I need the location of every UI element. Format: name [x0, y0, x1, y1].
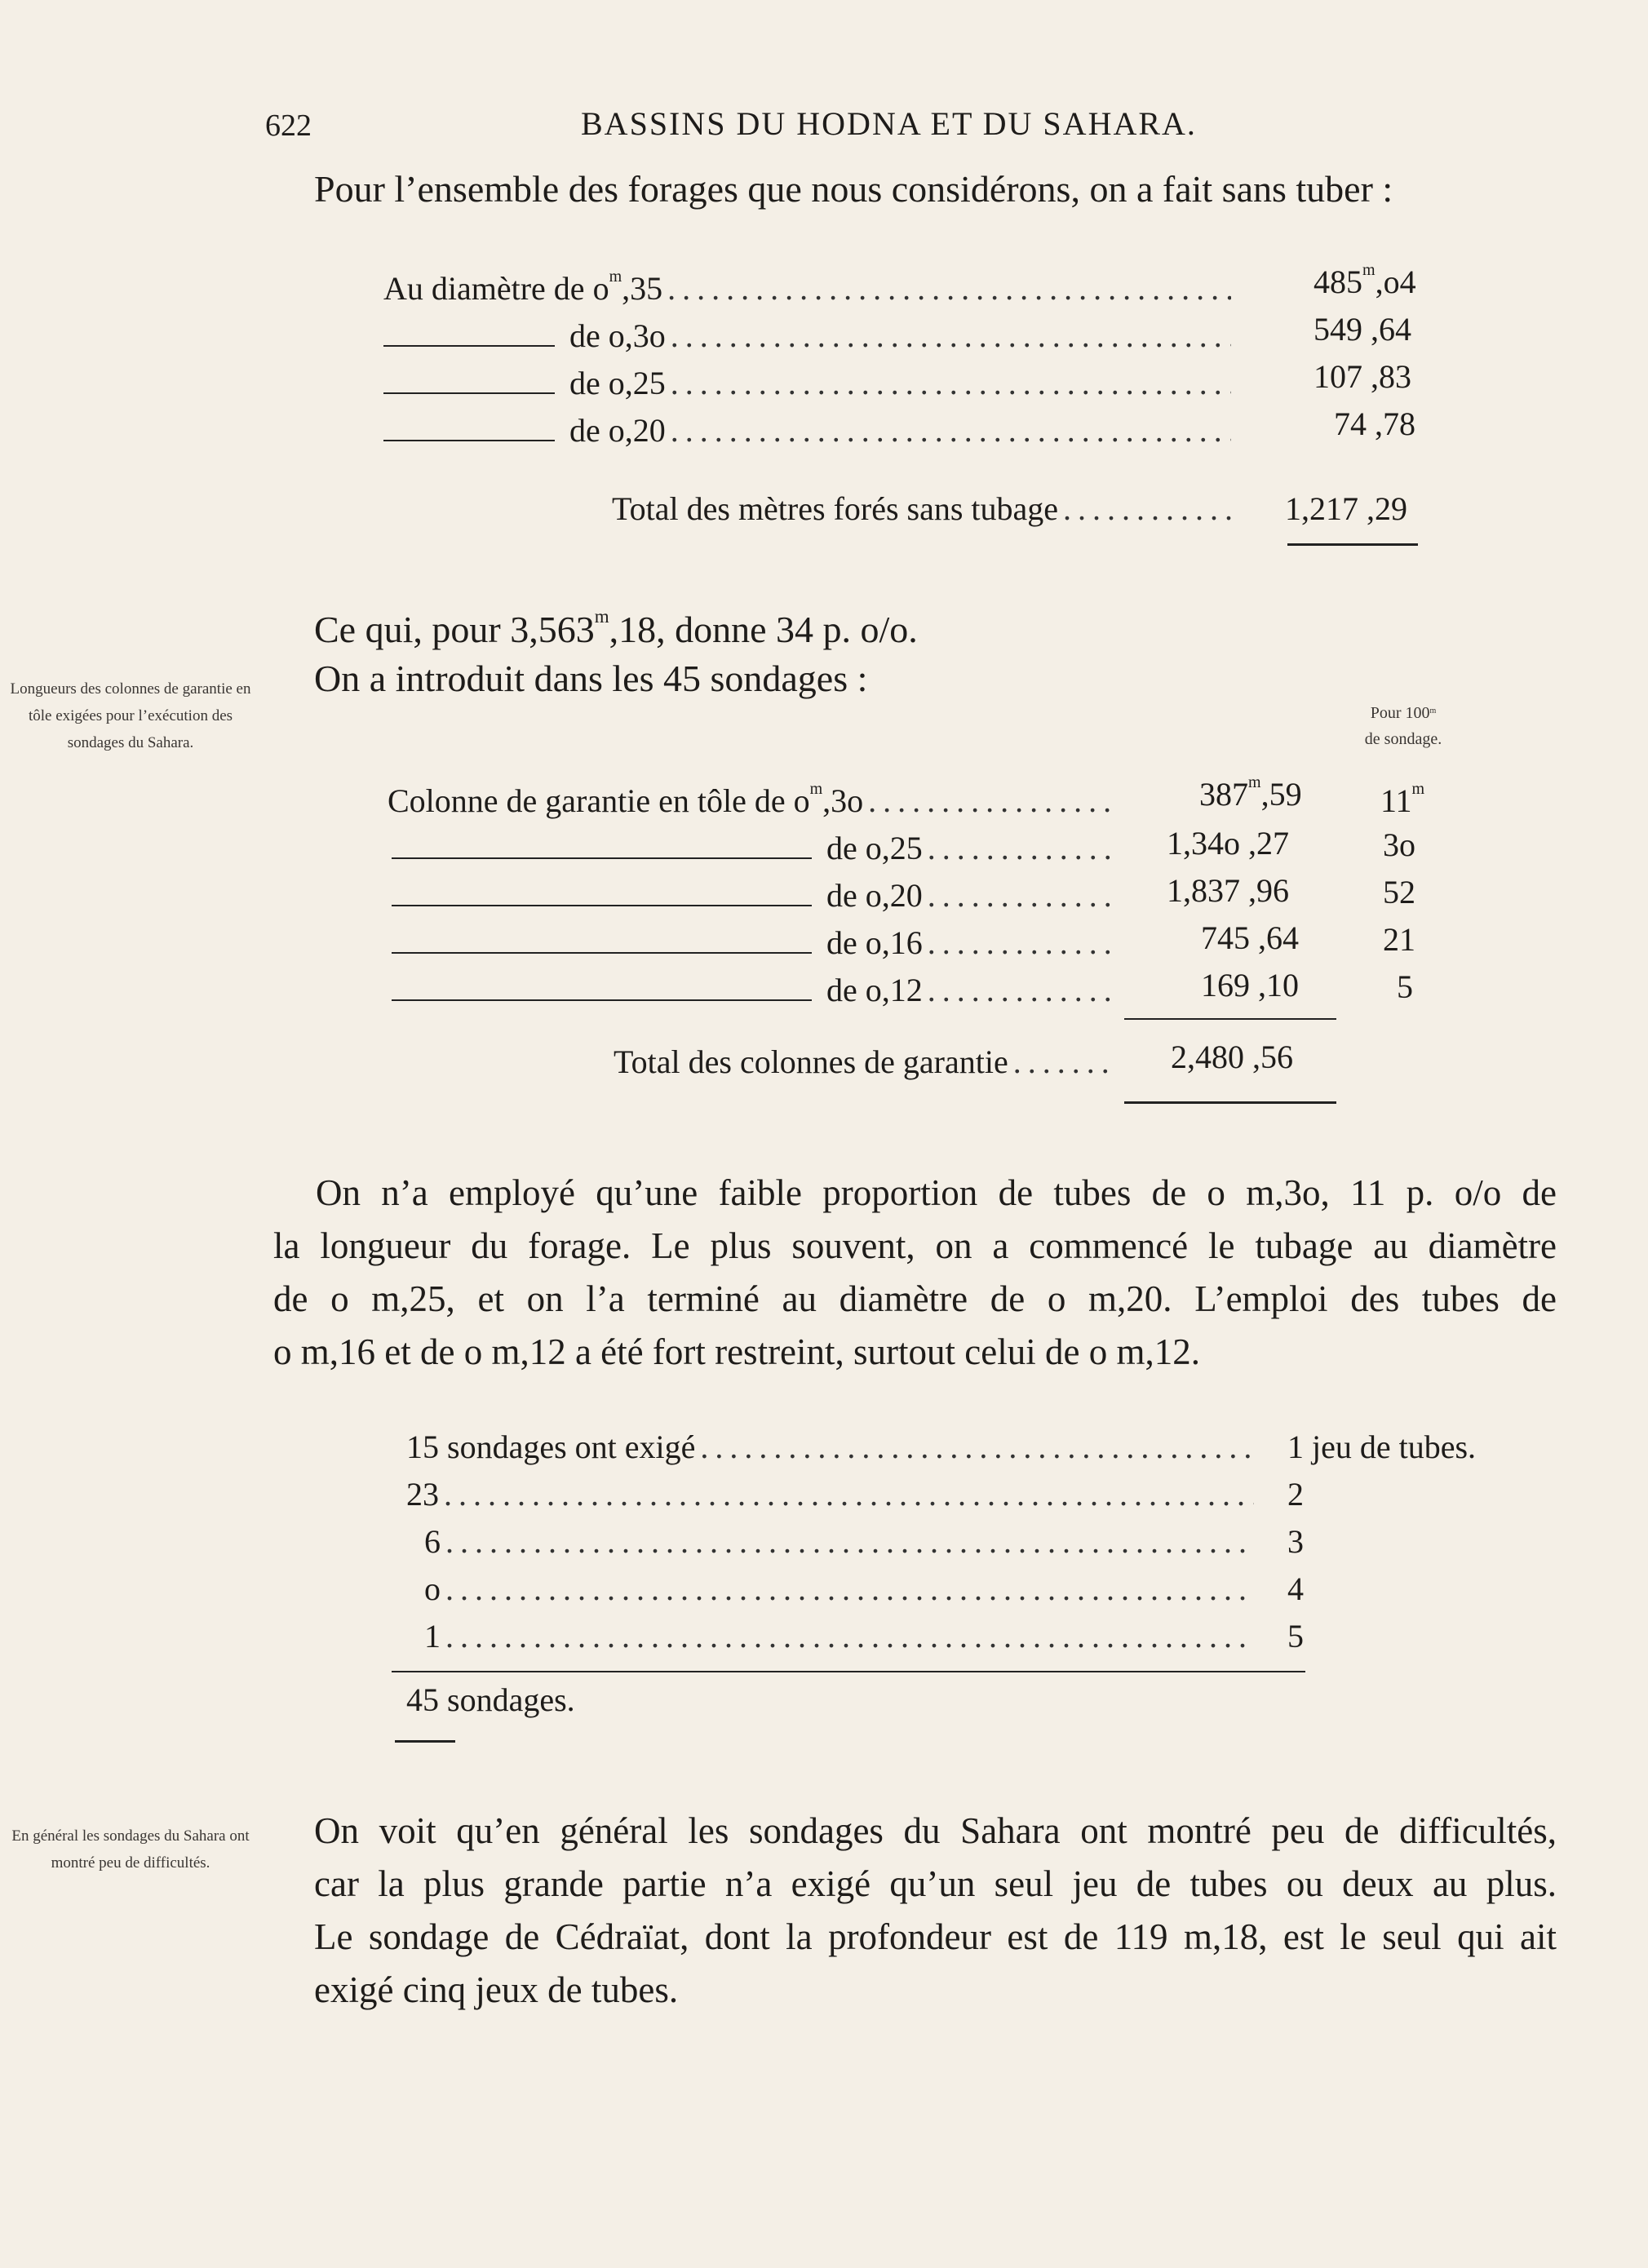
- paragraph-line: car la plus grande partie n’a exigé qu’un seul jeu de tubes ou deux au plus.: [314, 1863, 1557, 1904]
- intro-line: Pour l’ensemble des forages que nous considérons, on a fait sans tuber :: [314, 168, 1393, 210]
- margin-note-difficultes: En général les sondages du Sahara ont montré peu de difficultés.: [11, 1827, 250, 1872]
- garantie-row: [392, 924, 1122, 962]
- row-label: de o,25: [826, 830, 923, 866]
- garantie-value: 1,837 ,96: [1167, 872, 1289, 909]
- row-label: de o,3o: [569, 317, 666, 354]
- jeux-value: 1 jeu de tubes.: [1287, 1429, 1477, 1465]
- row-label: Au diamètre de $o^m,35$: [383, 268, 663, 307]
- paragraph-line: la longueur du forage. Le plus souvent, on a commencé le tubage au diamètre: [273, 1225, 1557, 1266]
- paragraph-line: Le sondage de Cédraïat, dont la profondeur est de 119 m,18, est le seul qui ait: [314, 1916, 1557, 1957]
- row-label: Colonne de garantie en tôle de $o^m,3o$: [388, 780, 864, 819]
- dot-leader: [671, 364, 1231, 402]
- total-rule: [1287, 543, 1418, 546]
- row-label: de o,12: [826, 972, 923, 1008]
- tubeless-total-value: 1,217 ,29: [1285, 490, 1407, 527]
- dot-leader: [868, 782, 1117, 820]
- garantie-pct: 11$^m$: [1380, 780, 1425, 819]
- jeux-row: [424, 1522, 1259, 1561]
- dot-leader: [445, 1522, 1254, 1561]
- row-label: de o,25: [569, 365, 666, 401]
- garantie-row: [392, 876, 1122, 915]
- paragraph-line: de o m,25, et on l’a terminé au diamètre de o m,20. L’emploi des tubes de: [273, 1278, 1557, 1319]
- dot-leader: [667, 269, 1231, 308]
- section-rule: [395, 1740, 455, 1743]
- jeux-row: [424, 1570, 1259, 1608]
- dot-leader: [445, 1570, 1254, 1608]
- pct-column-header: Pour 100$^m$ de sondage.: [1364, 704, 1442, 748]
- garantie-value: 387$^m$,59: [1199, 773, 1302, 813]
- ditto-rule: [392, 952, 812, 954]
- ditto-rule: [392, 905, 812, 906]
- dot-leader: [928, 924, 1117, 962]
- ditto-rule: [383, 440, 555, 441]
- garantie-value: 169 ,10: [1201, 967, 1299, 1003]
- jeux-total: 45 sondages.: [406, 1681, 575, 1718]
- garantie-row: [392, 829, 1122, 867]
- jeux-value: 4: [1287, 1570, 1304, 1607]
- garantie-total-row: [614, 1043, 1119, 1081]
- dot-leader: [444, 1475, 1254, 1513]
- ditto-rule: [383, 345, 555, 347]
- total-label: Total des mètres forés sans tubage: [612, 490, 1059, 527]
- dot-leader: [1063, 489, 1231, 528]
- row-label: 6: [424, 1523, 441, 1560]
- paragraph-line: o m,16 et de o m,12 a été fort restreint, surtout celui de o m,12.: [273, 1331, 1200, 1372]
- ratio-line: Ce qui, pour 3,563$^m$,18, donne 34 p. o/o.: [314, 606, 918, 650]
- dot-leader: [445, 1617, 1254, 1655]
- tubeless-value: 74 ,78: [1334, 405, 1415, 442]
- tubeless-row: [383, 317, 1236, 355]
- garantie-pct: 5: [1397, 968, 1413, 1005]
- row-label: 15 sondages ont exigé: [406, 1429, 696, 1465]
- margin-note-garantie: Longueurs des colonnes de garantie en tôle exigées pour l’exécution des sondages du Sahara.: [10, 680, 251, 751]
- paragraph-tubes: [273, 1167, 1557, 1379]
- row-label: de o,20: [569, 412, 666, 449]
- garantie-row: [392, 971, 1122, 1009]
- ditto-rule: [383, 392, 555, 394]
- jeux-value: 3: [1287, 1523, 1304, 1560]
- tubeless-row: [383, 269, 1236, 308]
- dot-leader: [671, 411, 1231, 450]
- row-label: de o,16: [826, 924, 923, 961]
- garantie-row: [388, 782, 1122, 820]
- total-rule: [1124, 1101, 1336, 1104]
- dot-leader: [928, 829, 1117, 867]
- jeux-value: 2: [1287, 1476, 1304, 1513]
- garantie-pct: 3o: [1383, 826, 1415, 863]
- intro2-line: On a introduit dans les 45 sondages :: [314, 658, 868, 699]
- garantie-pct: 52: [1383, 874, 1415, 910]
- sum-rule: [392, 1671, 1305, 1672]
- jeux-row: [424, 1617, 1259, 1655]
- page-number: 622: [265, 109, 312, 143]
- row-label: 23: [406, 1476, 439, 1513]
- dot-leader: [928, 876, 1117, 915]
- dot-leader: [1013, 1043, 1114, 1081]
- sum-rule: [1124, 1018, 1336, 1020]
- garantie-pct: 21: [1383, 921, 1415, 958]
- tubeless-row: [383, 411, 1236, 450]
- dot-leader: [928, 971, 1117, 1009]
- ditto-rule: [392, 857, 812, 859]
- jeux-row: [406, 1475, 1259, 1513]
- garantie-total-value: 2,480 ,56: [1171, 1039, 1293, 1075]
- paragraph-line: exigé cinq jeux de tubes.: [314, 1969, 679, 2010]
- garantie-value: 1,34o ,27: [1167, 825, 1289, 862]
- tubeless-value: 485$^m$,o4: [1314, 261, 1416, 300]
- row-label: de o,20: [826, 877, 923, 914]
- total-label: Total des colonnes de garantie: [614, 1043, 1008, 1080]
- ditto-rule: [392, 999, 812, 1001]
- garantie-value: 745 ,64: [1201, 919, 1299, 956]
- row-label: 1: [424, 1618, 441, 1654]
- running-title: BASSINS DU HODNA ET DU SAHARA.: [581, 105, 1197, 142]
- tubeless-value: 107 ,83: [1314, 358, 1411, 395]
- dot-leader: [671, 317, 1231, 355]
- tubeless-value: 549 ,64: [1314, 311, 1411, 348]
- jeux-row: [406, 1428, 1259, 1466]
- paragraph-line: On voit qu’en général les sondages du Sahara ont montré peu de difficultés,: [314, 1810, 1557, 1851]
- tubeless-total-row: [612, 489, 1236, 528]
- row-label: o: [424, 1570, 441, 1607]
- paragraph-line: On n’a employé qu’une faible proportion de tubes de o m,3o, 11 p. o/o de: [316, 1172, 1557, 1213]
- dot-leader: [700, 1428, 1254, 1466]
- jeux-value: 5: [1287, 1618, 1304, 1654]
- paragraph-conclusion: [314, 1805, 1557, 2017]
- tubeless-row: [383, 364, 1236, 402]
